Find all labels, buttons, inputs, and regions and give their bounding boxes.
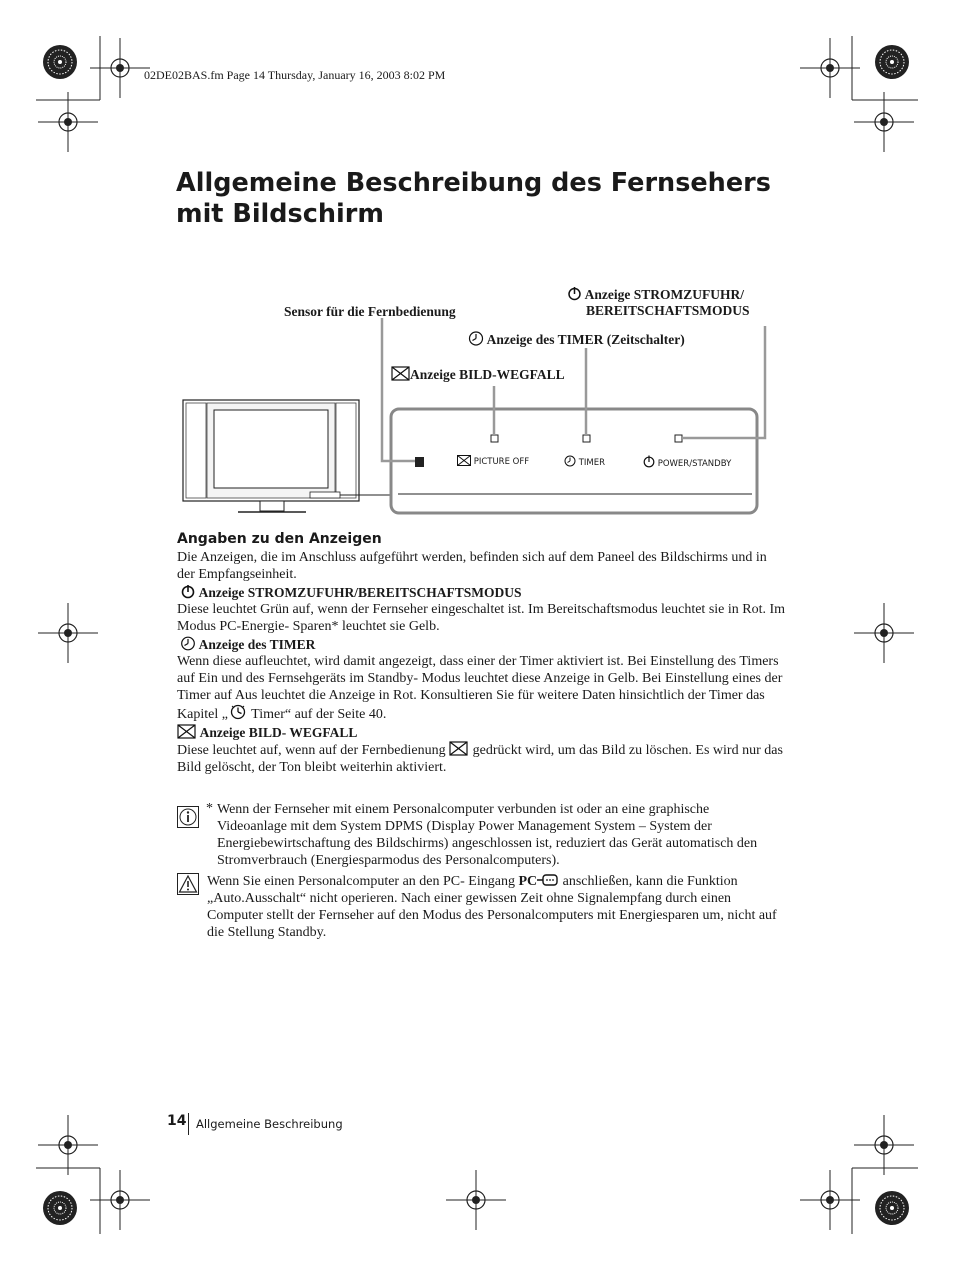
picture-off-icon: [457, 455, 471, 466]
panel-label-timer: [564, 455, 605, 468]
picture-head: Anzeige BILD- WEGFALL: [199, 725, 358, 740]
section-body: [177, 549, 787, 776]
power-icon: [180, 584, 196, 599]
pc-input-icon: [537, 873, 559, 887]
section-heading: Angaben zu den Anzeigen: [177, 531, 382, 547]
label-picture-prefix: Anzeige: [410, 367, 456, 382]
picture-text: [177, 741, 787, 776]
timer-icon: [180, 636, 196, 651]
timer-icon: [564, 455, 576, 467]
panel-timer: TIMER: [578, 458, 606, 468]
picture-text-b: gedrückt wird, um das Bild zu löschen. Es wird nur das Bild gelöscht, der Ton bleibt weiterhin aktiviert.: [177, 743, 783, 775]
label-power-line2: BEREITSCHAFTSMODUS: [586, 303, 750, 318]
label-picture: [391, 366, 565, 383]
label-timer: [468, 331, 685, 348]
power-subheading: [177, 584, 787, 601]
power-icon: [567, 286, 582, 301]
info-icon: [177, 806, 199, 828]
page-number: 14: [167, 1113, 187, 1129]
timer-text-b: Timer“ auf der Seite 40.: [247, 707, 387, 722]
file-header: 02DE02BAS.fm Page 14 Thursday, January 16, 2003 8:02 PM: [144, 68, 446, 82]
picture-subheading: [177, 724, 787, 741]
picture-off-button-icon: [449, 741, 469, 756]
timer-text: [177, 653, 787, 723]
pc-label: PC: [518, 874, 538, 889]
power-text: Diese leuchtet Grün auf, wenn der Fernseher eingeschaltet ist. Im Bereitschaftsmodus leuchtet sie in Rot. Im Modus PC-Energie- Sparen* leuchtet sie Gelb.: [177, 602, 786, 634]
picture-off-icon: [177, 724, 197, 739]
info-note: Wenn der Fernseher mit einem Personalcomputer verbunden ist oder an eine graphische Videoanlage mit dem System DPMS (Display Power Management System – System der Energiebewirtschaftung des Bildschirms) angeschlossen ist, reduziert das Gerät automatisch den Stromverbrauch (Energiesparmodus des Personalcomputers).: [217, 802, 758, 868]
timer-clock-icon: [228, 704, 248, 720]
intro-text: Die Anzeigen, die im Anschluss aufgeführt werden, befinden sich auf dem Paneel des Bildschirms und in der Empfangseinheit.: [177, 550, 767, 582]
timer-subheading: [177, 636, 787, 653]
timer-head: Anzeige des TIMER: [198, 637, 316, 652]
timer-text-a: Wenn diese aufleuchtet, wird damit angezeigt, dass einer der Timer aktiviert ist. Bei Einstellung des Timers auf Ein und des Fernsehgeräts im Standby- Modus leuchtet diese Anzeige in Gelb. Bei Einstellung eines der Timer auf Aus leuchtet die Anzeige in Rot. Konsultieren Sie für weitere Daten hinsichtlich der Timer das Kapitel „: [177, 654, 783, 722]
warning-note: [207, 873, 777, 941]
panel-power: POWER/STANDBY: [657, 459, 732, 469]
page-title: Allgemeine Beschreibung des Fernsehers mit Bildschirm: [176, 168, 771, 229]
power-head: Anzeige STROMZUFUHR/BEREITSCHAFTSMODUS: [198, 585, 522, 600]
warn-text-b: anschließen, kann die Funktion „Auto.Ausschalt“ nicht operieren. Nach einer gewissen Zeit ohne Signalempfang durch einen Computer stellt der Fernseher auf den Modus des Personalcomputers mit Energiesparen um, nicht auf die Stellung Standby.: [207, 874, 777, 940]
label-picture-text: BILD-WEGFALL: [459, 367, 565, 382]
warn-text-a: Wenn Sie einen Personalcomputer an den PC- Eingang: [207, 874, 519, 889]
footer-section-name: Allgemeine Beschreibung: [196, 1117, 343, 1131]
panel-picture-off: PICTURE OFF: [473, 457, 530, 467]
picture-off-icon: [391, 366, 410, 381]
warning-icon: [177, 873, 199, 895]
panel-label-picture-off: [457, 455, 529, 467]
label-power: [567, 286, 744, 303]
label-sensor: Sensor für die Fernbedienung: [284, 304, 456, 319]
timer-icon: [468, 331, 484, 346]
footer-divider: [188, 1113, 189, 1135]
panel-label-power: [643, 455, 731, 469]
label-timer-text: Anzeige des TIMER (Zeitschalter): [486, 332, 685, 347]
label-power-line1: Anzeige STROMZUFUHR/: [584, 287, 745, 302]
info-star: *: [206, 801, 213, 816]
power-icon: [643, 455, 655, 468]
picture-text-a: Diese leuchtet auf, wenn auf der Fernbedienung: [177, 743, 450, 758]
